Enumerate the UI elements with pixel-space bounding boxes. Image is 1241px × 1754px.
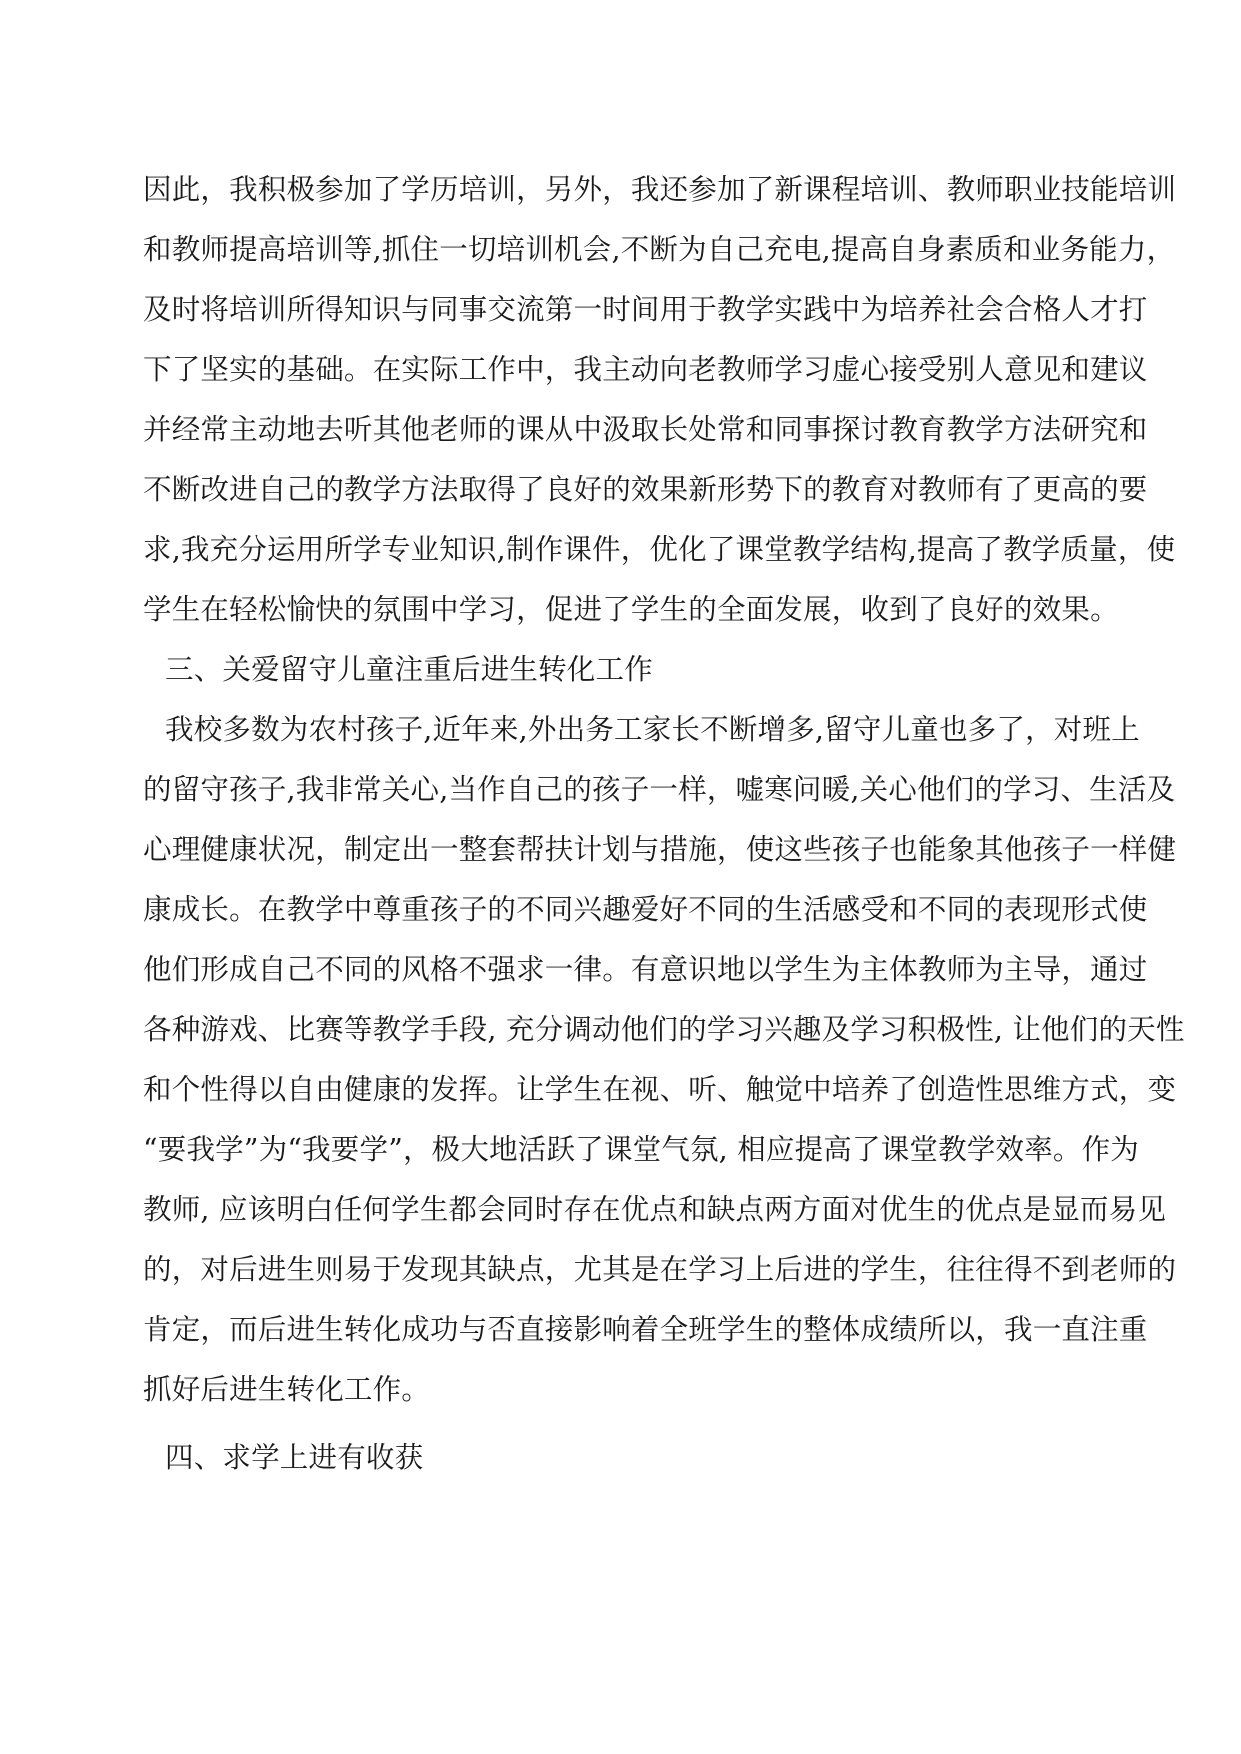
- text-line: 并经常主动地去听其他老师的课从中汲取长处常和同事探讨教育教学方法研究和: [143, 413, 1148, 446]
- text-line: 肯定，而后进生转化成功与否直接影响着全班学生的整体成绩所以，我一直注重: [143, 1313, 1148, 1346]
- text-line: “要我学”为“我要学”，极大地活跃了课堂气氛, 相应提高了课堂教学效率。作为: [143, 1133, 1140, 1166]
- text-line: 教师, 应该明白任何学生都会同时存在优点和缺点两方面对优生的优点是显而易见: [143, 1193, 1167, 1226]
- text-line: 和教师提高培训等,抓住一切培训机会,不断为自己充电,提高自身素质和业务能力，: [143, 233, 1176, 266]
- text-line: 因此，我积极参加了学历培训，另外，我还参加了新课程培训、教师职业技能培训: [143, 173, 1177, 206]
- section-heading-4: 四、求学上进有收获: [165, 1441, 424, 1474]
- text-line: 心理健康状况，制定出一整套帮扶计划与措施，使这些孩子也能象其他孩子一样健: [143, 833, 1177, 866]
- text-line: 他们形成自己不同的风格不强求一律。有意识地以学生为主体教师为主导，通过: [143, 953, 1148, 986]
- text-line: 的，对后进生则易于发现其缺点，尤其是在学习上后进的学生，往往得不到老师的: [143, 1253, 1177, 1286]
- text-line: 及时将培训所得知识与同事交流第一时间用于教学实践中为培养社会合格人才打: [143, 293, 1148, 326]
- text-line: 不断改进自己的教学方法取得了良好的效果新形势下的教育对教师有了更高的要: [143, 473, 1148, 506]
- section-gap: [143, 1420, 1139, 1428]
- text-line: 学生在轻松愉快的氛围中学习，促进了学生的全面发展，收到了良好的效果。: [143, 593, 1119, 626]
- text-line: 下了坚实的基础。在实际工作中，我主动向老教师学习虚心接受别人意见和建议: [143, 353, 1148, 386]
- paragraph-left-behind-children: [143, 700, 1185, 1420]
- text-line: 抓好后进生转化工作。: [143, 1373, 431, 1406]
- paragraph-training: [143, 160, 1177, 640]
- text-line: 和个性得以自由健康的发挥。让学生在视、听、触觉中培养了创造性思维方式，变: [143, 1073, 1177, 1106]
- document-body: [143, 160, 1185, 1488]
- text-line: 我校多数为农村孩子,近年来,外出务工家长不断增多,留守儿童也多了，对班上: [165, 713, 1140, 746]
- section-heading-3: 三、关爱留守儿童注重后进生转化工作: [165, 653, 653, 686]
- text-line: 的留守孩子,我非常关心,当作自己的孩子一样，嘘寒问暖,关心他们的学习、生活及: [143, 773, 1176, 806]
- text-line: 康成长。在教学中尊重孩子的不同兴趣爱好不同的生活感受和不同的表现形式使: [143, 893, 1148, 926]
- text-line: 求,我充分运用所学专业知识,制作课件，优化了课堂教学结构,提高了教学质量，使: [143, 533, 1176, 566]
- text-line: 各种游戏、比赛等教学手段, 充分调动他们的学习兴趣及学习积极性, 让他们的天性: [143, 1013, 1185, 1046]
